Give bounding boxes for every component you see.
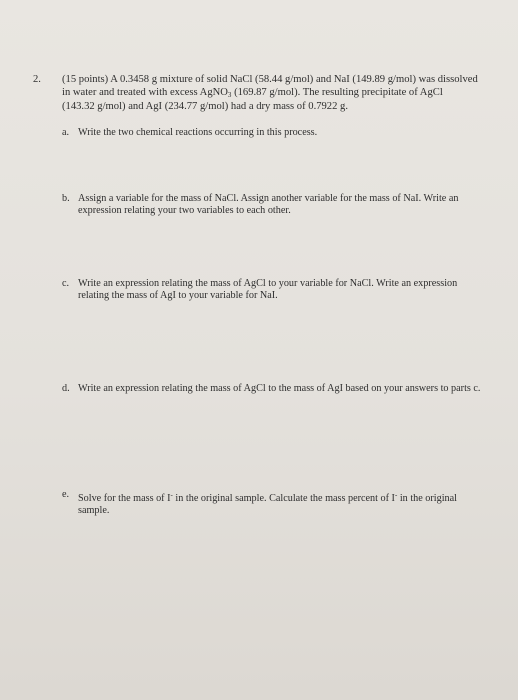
question-stem-part-1: (15 points) A 0.3458 g mixture of solid NaCl (58.44 g/mol) and NaI (149.89 g/mol) was dissolved in water and treated with excess AgNO [62,74,478,98]
part-d-letter: d. [62,383,70,394]
part-e-superscript-2: - [394,491,398,499]
part-b [62,193,482,217]
part-c-letter: c. [62,278,70,289]
part-e-text-3: in the original sample. [78,493,457,517]
part-e-superscript-1: - [170,491,173,499]
part-e-text-1: Solve for the mass of I [78,493,171,504]
part-e [62,489,482,517]
part-e-text [78,489,482,517]
question-stem [62,74,478,114]
part-d-text: Write an expression relating the mass of AgCl to the mass of AgI based on your answers to parts c. [78,383,481,394]
part-e-letter: e. [62,489,70,500]
part-c-text: Write an expression relating the mass of AgCl to your variable for NaCl. Write an expression relating the mass of AgI to your variable for NaI. [78,278,458,302]
part-a-letter: a. [62,127,70,138]
part-c [62,278,482,302]
part-a [62,127,482,139]
question-number: 2. [33,74,41,85]
part-d [62,383,482,395]
question-stem-subscript: 3 [227,90,232,99]
part-b-text: Assign a variable for the mass of NaCl. Assign another variable for the mass of NaI. Write an expression relating your two variables to each other. [78,193,459,217]
part-e-text-2: in the original sample. Calculate the mass percent of I [172,493,395,504]
part-b-letter: b. [62,193,70,204]
part-a-text: Write the two chemical reactions occurring in this process. [78,127,318,138]
question-2 [33,74,478,114]
question-stem-part-2: (169.87 g/mol). The resulting precipitate of AgCl (143.32 g/mol) and AgI (234.77 g/mol) had a dry mass of 0.7922 g. [62,86,443,113]
